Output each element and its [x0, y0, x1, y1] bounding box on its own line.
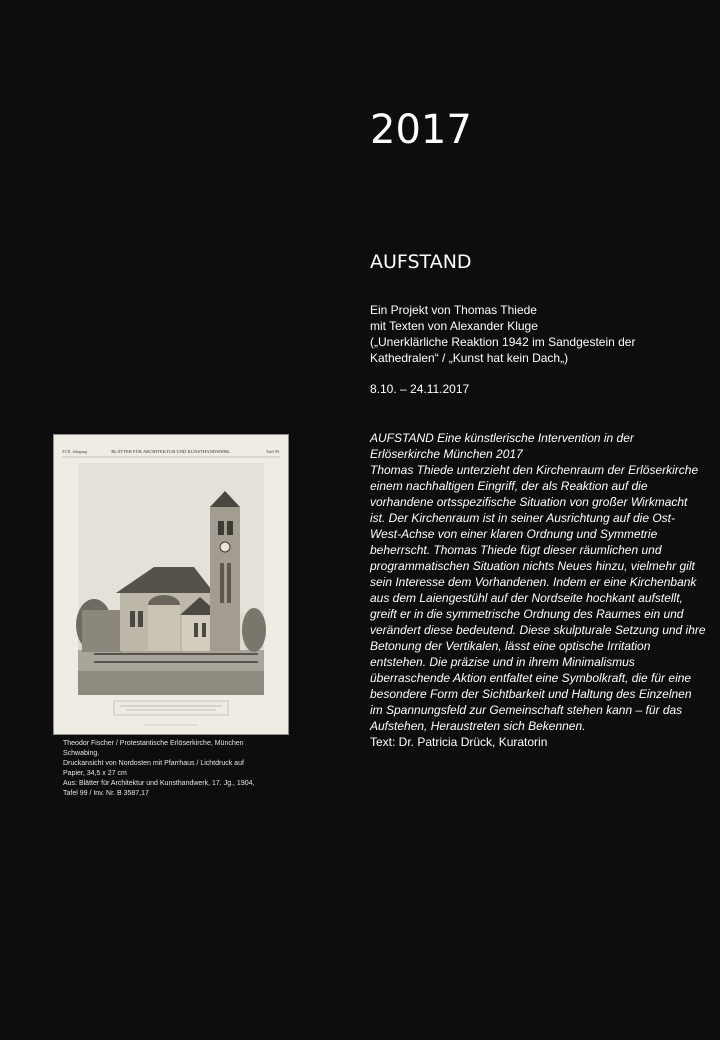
description-line: ist. Der Kirchenraum ist in seiner Ausrichtung auf die Ost-: [370, 511, 676, 525]
description-line: West-Achse von einer klaren Ordnung und Symmetrie: [370, 527, 658, 541]
historic-plate-image: [53, 434, 289, 735]
caption-line: Theodor Fischer / Protestantische Erlöserkirche, München: [63, 740, 244, 747]
description-line: einem nachhaltigen Eingriff, der als Reaktion auf die: [370, 479, 648, 493]
plate-header-title: BLÄTTER FÜR ARCHITEKTUR UND KUNSTHANDWERK.: [111, 449, 231, 454]
description-line: programmatischen Situation nichts Neues hinzu, vielmehr gilt: [370, 559, 695, 573]
image-caption: [63, 739, 293, 799]
fence-rail: [94, 653, 258, 655]
fence-rail: [94, 661, 258, 663]
plate-header-right: Tafel 99.: [265, 449, 280, 454]
tower-window: [227, 563, 231, 603]
description-line: überraschende Aktion entfaltet eine Symbolkraft, die für eine: [370, 671, 692, 685]
description-line: entstehen. Die präzise und in ihrem Minimalismus: [370, 655, 635, 669]
description-text: [370, 430, 715, 750]
description-line: Aufstehen, Heraustreten sich Bekennen.: [370, 719, 586, 733]
description-line: aus dem Laiengestühl auf der Nordseite hochkant aufstellt,: [370, 591, 683, 605]
caption-line: Druckansicht von Nordosten mit Pfarrhaus / Lichtdruck auf: [63, 760, 244, 767]
church-apse: [148, 605, 180, 651]
caption-line: Aus: Blätter für Architektur und Kunsthandwerk, 17. Jg., 1904,: [63, 780, 255, 787]
gable-window: [202, 623, 206, 637]
description-line: im Spannungsfeld zur Gemeinschaft stehen kann – für das: [370, 703, 683, 717]
church-print-illustration: [54, 435, 288, 734]
photo-tree: [242, 608, 266, 652]
credits-line: („Unerklärliche Reaktion 1942 im Sandgestein der: [370, 335, 636, 349]
description-line: verändert diese bedeutend. Diese skulpturale Setzung und ihre: [370, 623, 706, 637]
caption-line: Papier, 34,5 x 27 cm: [63, 770, 127, 777]
gable-window: [194, 623, 198, 637]
caption-line: Tafel 99 / Inv. Nr. B 3587,17: [63, 790, 149, 797]
description-line: beherrscht. Thomas Thiede fügt dieser räumlichen und: [370, 543, 662, 557]
nave-window: [130, 611, 135, 627]
description-line: vorhandene ortsspezifische Situation von großer Wirkmacht: [370, 495, 688, 509]
tower-window: [227, 521, 233, 535]
description-line: AUFSTAND Eine künstlerische Intervention in der: [370, 431, 634, 445]
project-title: AUFSTAND: [370, 251, 472, 273]
description-line: besondere Form der Sichtbarkeit und Haltung des Einzelnen: [370, 687, 692, 701]
description-line: Thomas Thiede unterzieht den Kirchenraum der Erlöserkirche: [370, 463, 699, 477]
description-line: greift er in die symmetrische Ordnung des Raumes ein und: [370, 607, 684, 621]
description-line: Betonung der Vertikalen, lässt eine optische Irritation: [370, 639, 651, 653]
tower-window: [218, 521, 224, 535]
photo-foreground: [78, 671, 264, 695]
credits-line: Ein Projekt von Thomas Thiede: [370, 303, 537, 317]
nave-window: [138, 611, 143, 627]
tower-clock: [220, 542, 230, 552]
year-heading: 2017: [370, 107, 472, 153]
description-line: sein Interesse dem Vorhandenen. Indem er eine Kirchenbank: [370, 575, 697, 589]
photo-distant-building: [82, 610, 122, 652]
project-credits: [370, 302, 700, 366]
church-tower: [210, 507, 240, 651]
plate-header-left: XVII. Jahrgang.: [62, 449, 88, 454]
credits-line: Kathedralen“ / „Kunst hat kein Dach„): [370, 351, 569, 365]
description-line: Erlöserkirche München 2017: [370, 447, 523, 461]
tower-window: [220, 563, 224, 603]
exhibition-dates: 8.10. – 24.11.2017: [370, 382, 470, 396]
caption-line: Schwabing.: [63, 750, 100, 757]
credits-line: mit Texten von Alexander Kluge: [370, 319, 538, 333]
author-credit: Text: Dr. Patricia Drück, Kuratorin: [370, 735, 548, 749]
